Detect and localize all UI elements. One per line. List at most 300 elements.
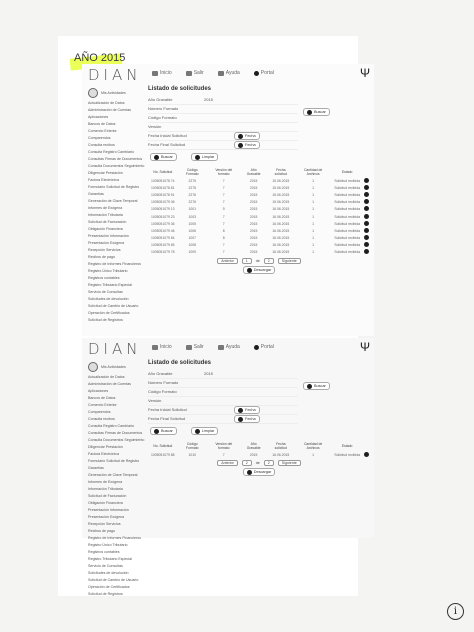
table-cell: 1005051079 36 [151, 221, 175, 226]
sidebar-item[interactable]: Registro de Informes Financieros [88, 262, 141, 266]
table-cell: 2015 [249, 185, 258, 190]
nav-inicio[interactable]: Inicio [152, 70, 172, 76]
help-icon [218, 345, 224, 350]
table-cell: 1010 [188, 452, 196, 457]
page-sep: de [255, 461, 260, 466]
table-cell: 16.06.2015 [272, 207, 290, 212]
sidebar-item[interactable]: Diligenciar Prestación [88, 171, 123, 175]
row-action-cell [363, 199, 370, 206]
field-label: Versión [148, 398, 162, 403]
date-picker-button[interactable]: Fecha [234, 406, 260, 414]
sidebar-item[interactable]: Recepción Servicios [88, 248, 121, 252]
table-cell: 1 [312, 452, 315, 457]
table-cell: Solicitud recibida [334, 207, 360, 212]
portal-icon [254, 71, 259, 76]
sidebar-item[interactable]: Recibos de pago [88, 529, 115, 533]
view-detail-icon[interactable] [364, 178, 369, 183]
row-action-cell [363, 184, 370, 191]
sidebar-item[interactable]: Información Tributaria [88, 213, 123, 217]
table-row [148, 451, 370, 458]
form-row [148, 379, 298, 388]
table-cell: Solicitud recibida [334, 214, 360, 219]
sidebar-header [88, 362, 146, 372]
next-page-button[interactable]: Siguiente [278, 258, 301, 264]
sidebar-item[interactable]: Garantías [88, 192, 104, 196]
table-cell: 1005051078 74 [151, 178, 175, 183]
field-label: Código Formato [148, 389, 177, 394]
column-header-action [363, 167, 370, 177]
table-cell: 1006 [188, 228, 196, 233]
form-row [148, 123, 298, 132]
table-cell: 1003 [188, 214, 196, 219]
table-header-row [148, 167, 370, 177]
sidebar-item[interactable]: Actualización de Datos [88, 375, 125, 379]
table-cell: 2015 [249, 192, 258, 197]
sidebar-item[interactable]: Garantías [88, 466, 104, 470]
view-detail-icon[interactable] [364, 192, 369, 197]
corner-symbol: Ψ [359, 340, 370, 354]
sidebar-item[interactable]: Diligenciar Prestación [88, 445, 123, 449]
table-cell: Solicitud recibida [334, 185, 360, 190]
form-row [148, 370, 298, 379]
info-icon: i [447, 603, 464, 620]
avatar [88, 362, 98, 372]
clear-icon [195, 155, 200, 160]
table-row [148, 235, 370, 242]
sidebar-item[interactable]: Presentación Información [88, 234, 129, 238]
table-cell: 1005051078 91 [151, 192, 175, 197]
table-cell: 1 [312, 207, 315, 212]
exit-icon [186, 71, 192, 76]
table-cell: 2015 [249, 207, 258, 212]
download-icon [247, 470, 252, 475]
sidebar-item[interactable]: Consulta recibos [88, 143, 115, 147]
requests-table [148, 167, 370, 256]
avatar [88, 88, 98, 98]
table-cell: 8 [222, 236, 225, 241]
table-cell: 15.06.2015 [272, 185, 290, 190]
table-row [148, 191, 370, 198]
table-cell: Solicitud recibida [334, 178, 360, 183]
table-cell: Solicitud recibida [334, 192, 360, 197]
form-row [148, 105, 298, 114]
table-cell: 2015 [249, 228, 258, 233]
table-cell: 2015 [249, 250, 258, 255]
field-input[interactable]: 2015 [204, 97, 213, 102]
nav-ayuda[interactable]: Ayuda [218, 344, 240, 350]
sidebar-item[interactable]: Comercio Exterior [88, 403, 117, 407]
sidebar-item[interactable]: Administración de Cuentas [88, 382, 131, 386]
view-detail-icon[interactable] [364, 199, 369, 204]
sidebar [88, 362, 146, 598]
panel-title: Listado de solicitudes [148, 86, 212, 92]
table-row [148, 184, 370, 191]
table-cell: 2276 [188, 192, 196, 197]
sidebar-item[interactable]: Solicitud de Cambio de Usuario [88, 578, 139, 582]
sidebar-item[interactable]: Consulta recibos [88, 417, 115, 421]
table-cell: 16.06.2015 [272, 221, 290, 226]
sidebar-item[interactable]: Solicitud de Registros [88, 318, 123, 322]
sidebar-item[interactable]: Bancos de Datos [88, 122, 116, 126]
row-action-cell [363, 235, 370, 242]
table-cell: 16.06.2015 [272, 452, 290, 457]
sidebar-item[interactable]: Presentación Información [88, 508, 129, 512]
table-cell: Solicitud recibida [334, 452, 360, 457]
table-cell: 15.06.2015 [272, 192, 290, 197]
sidebar-item[interactable]: Operación de Certificados [88, 311, 130, 315]
column-header: Fecha solicitud [274, 168, 287, 176]
prev-page-button[interactable]: Anterior [217, 258, 238, 264]
column-header: Código Formato [185, 168, 199, 176]
corner-symbol: Ψ [359, 66, 370, 80]
view-detail-icon[interactable] [364, 235, 369, 240]
page-number: 1 [242, 258, 252, 264]
page-number: 2 [242, 460, 252, 466]
search-form [148, 96, 370, 150]
table-cell: 1005051079 88 [151, 452, 175, 457]
sidebar-item[interactable]: Generación de Clave Temporal [88, 199, 138, 203]
sidebar-item[interactable]: Comercio Exterior [88, 129, 117, 133]
sidebar-item[interactable]: Consulta Registro Cambiario [88, 424, 134, 428]
table-row [148, 177, 370, 184]
row-action-cell [363, 220, 370, 227]
field-label: Fecha Inicial Solicitud [148, 407, 187, 412]
search-icon [154, 429, 159, 434]
table-cell: 1005051079 06 [151, 200, 175, 205]
sidebar-item[interactable]: Información Tributaria [88, 487, 123, 491]
table-cell: 2015 [249, 221, 258, 226]
search-form [148, 370, 370, 424]
table-cell: 2015 [249, 236, 258, 241]
buscar-button-side[interactable]: Buscar [303, 108, 330, 116]
table-cell: 1 [312, 192, 315, 197]
field-input[interactable]: 2015 [204, 371, 213, 376]
nav-portal[interactable]: Portal [254, 344, 274, 350]
table-cell: 1005051079 78 [151, 250, 175, 255]
field-label: Fecha Final Solicitud [148, 416, 186, 421]
table-cell: 1005051079 54 [151, 236, 175, 241]
table-cell: 15.06.2015 [272, 200, 290, 205]
view-detail-icon[interactable] [364, 221, 369, 226]
sidebar-item[interactable]: Solicitudes de devolución [88, 297, 129, 301]
date-picker-button[interactable]: Fecha [234, 132, 260, 140]
home-icon [152, 71, 158, 76]
table-cell: 1005051079 46 [151, 228, 175, 233]
buscar-button-side[interactable]: Buscar [303, 382, 330, 390]
limpiar-button[interactable]: Limpiar [191, 427, 218, 435]
table-cell: 2015 [249, 243, 258, 248]
top-nav [152, 344, 274, 350]
table-cell: 1005051079 65 [151, 243, 175, 248]
row-action-cell [363, 451, 370, 458]
view-detail-icon[interactable] [364, 242, 369, 247]
table-row [148, 199, 370, 206]
table-cell: 7 [222, 185, 225, 190]
dian-logo: DIAN [88, 66, 142, 84]
sidebar-item[interactable]: Registro Único Tributario [88, 543, 128, 547]
column-header: Código Formato [185, 442, 199, 450]
sidebar-item[interactable]: Aplicaciones [88, 115, 109, 119]
view-detail-icon[interactable] [364, 228, 369, 233]
table-row [148, 242, 370, 249]
view-detail-icon[interactable] [364, 249, 369, 254]
sidebar-item[interactable]: Solicitud de Facturación [88, 220, 127, 224]
nav-inicio[interactable]: Inicio [152, 344, 172, 350]
table-cell: 1007 [188, 236, 196, 241]
sidebar-item[interactable]: Recibos de pago [88, 255, 115, 259]
table-row [148, 213, 370, 220]
sidebar-item[interactable]: Comparendos [88, 410, 111, 414]
year-label: AÑO 2015 [74, 52, 126, 64]
table-cell: 7 [222, 452, 225, 457]
table-cell: 1 [312, 200, 315, 205]
sidebar-item[interactable]: Consulta Documentos Seguimiento [88, 164, 145, 168]
table-cell: 1 [312, 185, 315, 190]
sidebar [88, 88, 146, 324]
field-label: Fecha Inicial Solicitud [148, 133, 187, 138]
form-buttons [150, 427, 370, 435]
sidebar-item[interactable]: Registros contables [88, 276, 120, 280]
sidebar-item[interactable]: Operación de Certificados [88, 585, 130, 589]
table-cell: 1 [312, 178, 315, 183]
table-cell: 16.06.2015 [272, 250, 290, 255]
table-cell: 8 [222, 228, 225, 233]
table-header-row [148, 441, 370, 451]
column-header: Cantidad de Archivos [303, 168, 323, 176]
sidebar-item[interactable]: Consulta Documentos Seguimiento [88, 438, 145, 442]
column-header: Estado [341, 170, 353, 174]
calendar-icon [238, 408, 243, 413]
sidebar-item[interactable]: Comparendos [88, 136, 111, 140]
sidebar-item[interactable]: Generación de Clave Temporal [88, 473, 138, 477]
page-total: 2 [264, 460, 274, 466]
sidebar-item[interactable]: Formulario Solicitud de Registro [88, 185, 140, 189]
form-row [148, 406, 298, 415]
view-detail-icon[interactable] [364, 206, 369, 211]
view-detail-icon[interactable] [364, 214, 369, 219]
field-label: Versión [148, 124, 162, 129]
column-header: No. Solicitud [153, 170, 173, 174]
form-row [148, 415, 298, 424]
column-header: No. Solicitud [153, 444, 173, 448]
row-action-cell [363, 242, 370, 249]
descargar-button[interactable]: Descargar [243, 266, 276, 274]
table-cell: 7 [222, 221, 225, 226]
table-cell: 1005051078 81 [151, 185, 175, 190]
table-cell: Solicitud recibida [334, 250, 360, 255]
pager [148, 258, 370, 264]
sidebar-item[interactable]: Registro Único Tributario [88, 269, 128, 273]
requests-table [148, 441, 370, 458]
table-row [148, 249, 370, 256]
exit-icon [186, 345, 192, 350]
row-action-cell [363, 206, 370, 213]
sidebar-item[interactable]: Solicitud de Registros [88, 592, 123, 596]
table-cell: 2275 [188, 185, 196, 190]
table-cell: Solicitud recibida [334, 243, 360, 248]
table-cell: 2015 [249, 452, 258, 457]
sidebar-item[interactable]: Servicio de Consultas [88, 290, 123, 294]
field-label: Número Formato [148, 106, 179, 111]
sidebar-item[interactable]: Formulario Solicitud de Registro [88, 459, 140, 463]
table-cell: 1005051079 23 [151, 214, 175, 219]
portal-icon [254, 345, 259, 350]
search-icon [307, 384, 312, 389]
panel-title: Listado de solicitudes [148, 360, 212, 366]
column-header: Año Gravable [246, 168, 261, 176]
sidebar-item[interactable]: Registros contables [88, 550, 120, 554]
row-action-cell [363, 191, 370, 198]
view-detail-icon[interactable] [364, 185, 369, 190]
table-cell: 16.06.2015 [272, 236, 290, 241]
nav-ayuda[interactable]: Ayuda [218, 70, 240, 76]
field-label: Año Gravable [148, 97, 173, 102]
requests-panel [148, 86, 370, 274]
table-cell: 2015 [249, 178, 258, 183]
sidebar-item[interactable]: Administración de Cuentas [88, 108, 131, 112]
top-nav [152, 70, 274, 76]
table-cell: 7 [222, 178, 225, 183]
download-icon [247, 268, 252, 273]
table-cell: 2276 [188, 200, 196, 205]
table-cell: 15.06.2015 [272, 178, 290, 183]
form-row [148, 397, 298, 406]
limpiar-button[interactable]: Limpiar [191, 153, 218, 161]
form-row [148, 141, 298, 150]
sidebar-item[interactable]: Recepción Servicios [88, 522, 121, 526]
table-cell: 7 [222, 243, 225, 248]
sidebar-item[interactable]: Obligación Financiera [88, 227, 123, 231]
table-cell: Solicitud recibida [334, 200, 360, 205]
sidebar-item[interactable]: Presentación Exógena [88, 241, 125, 245]
field-label: Año Gravable [148, 371, 173, 376]
requests-panel [148, 360, 370, 476]
table-cell: 1 [312, 236, 315, 241]
table-cell: 1 [312, 243, 315, 248]
table-cell: 1008 [188, 243, 196, 248]
sidebar-item[interactable]: Consultas Firmas de Documentos [88, 157, 143, 161]
nav-salir[interactable]: Salir [186, 70, 204, 76]
table-cell: 7 [222, 214, 225, 219]
form-buttons [150, 153, 370, 161]
sidebar-item[interactable]: Solicitud de Cambio de Usuario [88, 304, 139, 308]
row-action-cell [363, 177, 370, 184]
sidebar-item[interactable]: Bancos de Datos [88, 396, 116, 400]
search-icon [307, 110, 312, 115]
sidebar-item[interactable]: Aplicaciones [88, 389, 109, 393]
sidebar-item[interactable]: Informes de Exógena [88, 480, 123, 484]
sidebar-item[interactable]: Solicitud de Facturación [88, 494, 127, 498]
table-cell: 7 [222, 200, 225, 205]
prev-page-button[interactable]: Anterior [217, 460, 238, 466]
table-cell: Solicitud recibida [334, 236, 360, 241]
sidebar-item[interactable]: Servicio de Consultas [88, 564, 123, 568]
screenshot-1 [82, 64, 374, 336]
row-action-cell [363, 227, 370, 234]
sidebar-item[interactable]: Consultas Firmas de Documentos [88, 431, 143, 435]
table-cell: 16.06.2015 [272, 228, 290, 233]
sidebar-item[interactable]: Solicitudes de devolución [88, 571, 129, 575]
table-cell: Solicitud recibida [334, 221, 360, 226]
calendar-icon [238, 134, 243, 139]
sidebar-item[interactable]: Informes de Exógena [88, 206, 123, 210]
row-action-cell [363, 213, 370, 220]
table-cell: 1 [312, 228, 315, 233]
sidebar-item[interactable]: Obligación Financiera [88, 501, 123, 505]
calendar-icon [238, 143, 243, 148]
table-cell: 1 [312, 221, 315, 226]
sidebar-user: Mis Actividades [101, 90, 126, 95]
date-picker-button[interactable]: Fecha [234, 415, 260, 423]
sidebar-item[interactable]: Registro Tributario Especial [88, 557, 132, 561]
table-cell: 2275 [188, 178, 196, 183]
table-row [148, 206, 370, 213]
table-cell: 1 [312, 214, 315, 219]
column-header: Estado [341, 444, 353, 448]
column-header: Versión del formato [215, 168, 233, 176]
sidebar-item[interactable]: Presentación Exógena [88, 515, 125, 519]
next-page-button[interactable]: Siguiente [278, 460, 301, 466]
descargar-button[interactable]: Descargar [243, 468, 276, 476]
calendar-icon [238, 417, 243, 422]
view-detail-icon[interactable] [364, 452, 369, 457]
help-icon [218, 71, 224, 76]
dian-logo: DIAN [88, 340, 142, 358]
column-header: Versión del formato [215, 442, 233, 450]
buscar-button[interactable]: Buscar [150, 153, 177, 161]
nav-portal[interactable]: Portal [254, 70, 274, 76]
page-total: 2 [264, 258, 274, 264]
sidebar-item[interactable]: Registro de Informes Financieros [88, 536, 141, 540]
sidebar-item[interactable]: Factura Electrónica [88, 178, 119, 182]
table-cell: Solicitud recibida [334, 228, 360, 233]
clear-icon [195, 429, 200, 434]
form-row [148, 388, 298, 397]
field-label: Número Formato [148, 380, 179, 385]
sidebar-user: Mis Actividades [101, 364, 126, 369]
table-cell: 16.06.2015 [272, 214, 290, 219]
pager [148, 460, 370, 466]
table-cell: 9 [222, 207, 225, 212]
column-header: Cantidad de Archivos [303, 442, 323, 450]
form-row [148, 96, 298, 105]
buscar-button[interactable]: Buscar [150, 427, 177, 435]
sidebar-header [88, 88, 146, 98]
table-cell: 7 [222, 192, 225, 197]
search-icon [154, 155, 159, 160]
screenshot-2 [82, 338, 374, 596]
page-sep: de [255, 259, 260, 264]
column-header-action [363, 441, 370, 451]
table-cell: 16.06.2015 [272, 243, 290, 248]
sidebar-item[interactable]: Registro Tributario Especial [88, 283, 132, 287]
row-action-cell [363, 249, 370, 256]
column-header: Año Gravable [246, 442, 261, 450]
table-cell: 1005 [188, 221, 196, 226]
table-cell: 2015 [249, 200, 258, 205]
home-icon [152, 345, 158, 350]
table-cell: 2015 [249, 214, 258, 219]
field-label: Fecha Final Solicitud [148, 142, 186, 147]
sidebar-item[interactable]: Factura Electrónica [88, 452, 119, 456]
form-row [148, 114, 298, 123]
nav-salir[interactable]: Salir [186, 344, 204, 350]
sidebar-item[interactable]: Consulta Registro Cambiario [88, 150, 134, 154]
sidebar-item[interactable]: Actualización de Datos [88, 101, 125, 105]
table-row [148, 220, 370, 227]
column-header: Fecha solicitud [274, 442, 287, 450]
date-picker-button[interactable]: Fecha [234, 141, 260, 149]
